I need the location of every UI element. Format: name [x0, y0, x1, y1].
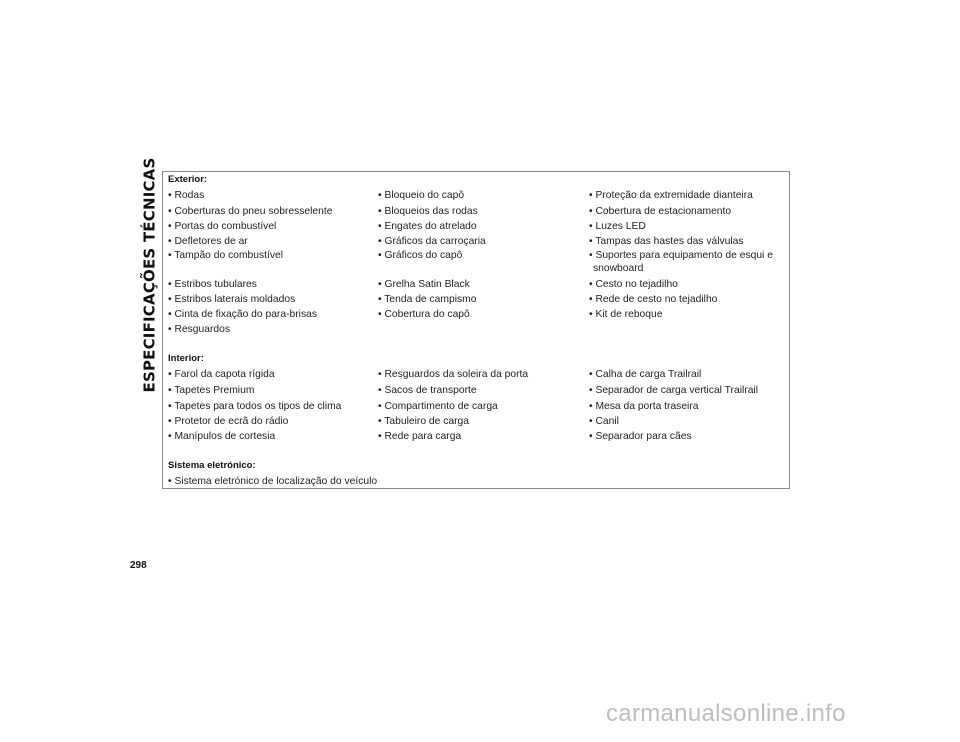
watermark: carmanualsonline.info: [606, 700, 846, 727]
table-cell: • Manípulos de cortesia: [168, 431, 276, 442]
table-cell: • Canil: [589, 416, 619, 427]
table-row: [0, 189, 960, 203]
table-cell: • Grelha Satin Black: [378, 279, 470, 290]
table-cell: • Mesa da porta traseira: [589, 401, 699, 412]
table-cell: • Rodas: [168, 190, 205, 201]
table-cell: • Coberturas do pneu sobresselente: [168, 206, 333, 217]
table-row: [0, 430, 960, 444]
table-row: [0, 368, 960, 382]
table-cell: • Proteção da extremidade dianteira: [589, 190, 753, 201]
interior-heading: Interior:: [168, 353, 204, 364]
page-number: 298: [130, 560, 147, 571]
table-cell: • Sacos de transporte: [378, 385, 477, 396]
table-row: [0, 400, 960, 414]
table-row: [0, 249, 960, 263]
table-row: [0, 415, 960, 429]
table-cell: • Estribos laterais moldados: [168, 294, 296, 305]
table-row: [0, 308, 960, 322]
table-cell: • Luzes LED: [589, 221, 646, 232]
table-cell: • Gráficos do capô: [378, 250, 463, 261]
chapter-title-text: ESPECIFICAÇÕES TÉCNICAS: [140, 157, 158, 392]
table-row: [0, 384, 960, 398]
table-cell: • Estribos tubulares: [168, 279, 257, 290]
table-cell: • Cesto no tejadilho: [589, 279, 678, 290]
table-cell: • Portas do combustível: [168, 221, 277, 232]
table-cell: • Protetor de ecrã do rádio: [168, 416, 289, 427]
table-cell: • Tampão do combustível: [168, 250, 284, 261]
table-cell: • Tenda de campismo: [378, 294, 477, 305]
table-cell: • Tabuleiro de carga: [378, 416, 469, 427]
table-row-continuation: [0, 262, 960, 276]
electronic-heading: Sistema eletrónico:: [168, 460, 256, 471]
table-cell: • Tapetes para todos os tipos de clima: [168, 401, 342, 412]
table-cell: • Resguardos: [168, 324, 230, 335]
table-cell: • Cinta de fixação do para-brisas: [168, 309, 317, 320]
table-cell: • Sistema eletrónico de localização do veículo: [168, 476, 378, 487]
table-cell: • Rede para carga: [378, 431, 462, 442]
table-cell: • Bloqueios das rodas: [378, 206, 478, 217]
table-cell: • Bloqueio do capô: [378, 190, 465, 201]
table-cell: • Resguardos da soleira da porta: [378, 369, 529, 380]
table-cell: • Calha de carga Trailrail: [589, 369, 702, 380]
table-row: [0, 293, 960, 307]
table-cell: • Gráficos da carroçaria: [378, 236, 486, 247]
table-row: [0, 220, 960, 234]
table-row: [0, 205, 960, 219]
exterior-heading: Exterior:: [168, 174, 208, 185]
table-cell: • Engates do atrelado: [378, 221, 477, 232]
table-cell: • Tapetes Premium: [168, 385, 255, 396]
table-cell: • Separador para cães: [589, 431, 692, 442]
table-row: [0, 278, 960, 292]
table-row: [0, 475, 960, 489]
table-cell: • Suportes para equipamento de esqui e: [589, 250, 773, 261]
table-cell: • Compartimento de carga: [378, 401, 498, 412]
table-cell: • Cobertura do capô: [378, 309, 470, 320]
table-cell: • Cobertura de estacionamento: [589, 206, 732, 217]
table-cell: • Kit de reboque: [589, 309, 663, 320]
table-row: [0, 235, 960, 249]
table-cell: • Separador de carga vertical Trailrail: [589, 385, 759, 396]
table-cell: • Farol da capota rígida: [168, 369, 275, 380]
table-cell: • Rede de cesto no tejadilho: [589, 294, 718, 305]
table-row: [0, 323, 960, 337]
table-cell: • Defletores de ar: [168, 236, 248, 247]
table-cell: • Tampas das hastes das válvulas: [589, 236, 744, 247]
table-cell: snowboard: [593, 263, 644, 274]
